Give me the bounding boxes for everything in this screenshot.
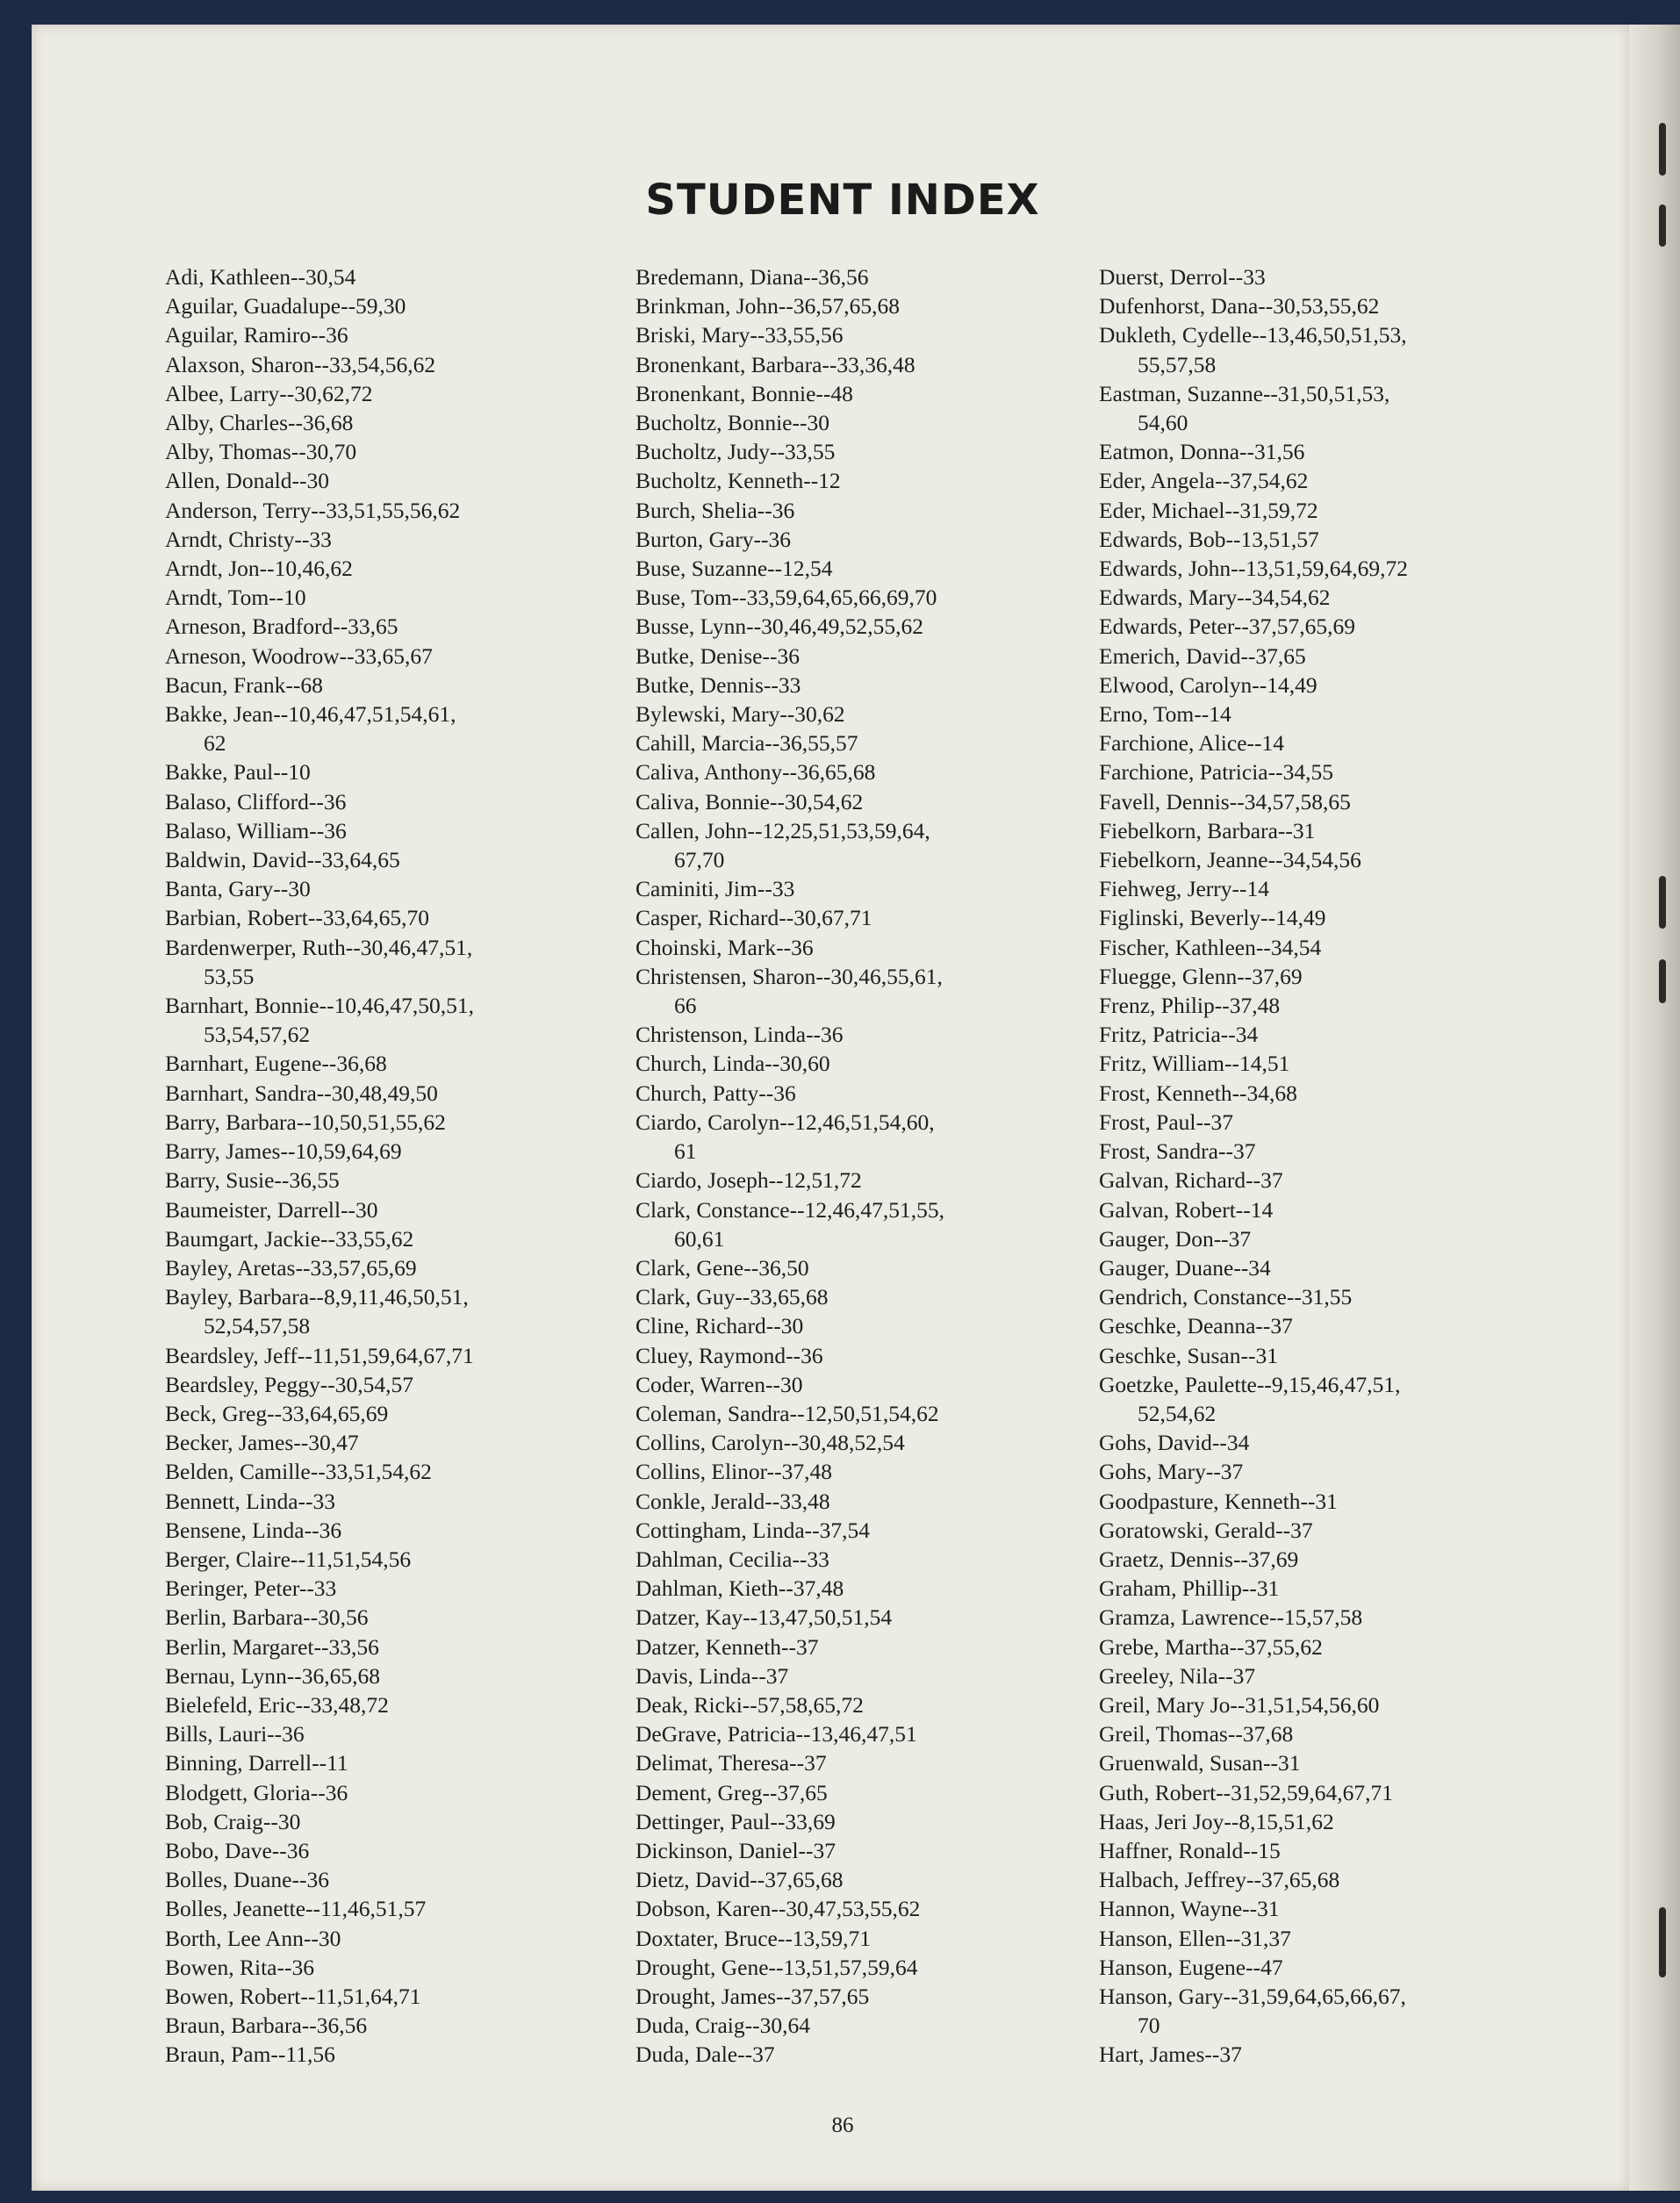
index-entry: Bardenwerper, Ruth--30,46,47,51, [165, 934, 473, 960]
index-entry: Gruenwald, Susan--31 [1099, 1750, 1301, 1776]
binding-hole [1659, 876, 1666, 929]
index-entry: Arndt, Jon--10,46,62 [165, 556, 353, 582]
index-entry: DeGrave, Patricia--13,46,47,51 [635, 1721, 917, 1747]
index-entry: Haffner, Ronald--15 [1099, 1837, 1281, 1863]
index-entry: Dickinson, Daniel--37 [635, 1837, 836, 1863]
index-entry: Greil, Thomas--37,68 [1099, 1721, 1294, 1747]
index-entry: Frost, Paul--37 [1099, 1109, 1233, 1135]
index-entry: Fiebelkorn, Barbara--31 [1099, 817, 1316, 843]
index-entry: Barry, Susie--36,55 [165, 1167, 340, 1194]
index-entry: Dukleth, Cydelle--13,46,50,51,53, [1099, 322, 1407, 348]
index-entry: Bakke, Paul--10 [165, 759, 311, 786]
index-entry: Goetzke, Paulette--9,15,46,47,51, [1099, 1371, 1401, 1397]
index-entry-continuation: 62 [204, 730, 226, 757]
index-entry: Eder, Angela--37,54,62 [1099, 468, 1309, 494]
index-entry: Bennett, Linda--33 [165, 1488, 336, 1514]
index-entry: Bakke, Jean--10,46,47,51,54,61, [165, 701, 456, 728]
binding-hole [1659, 1907, 1666, 1977]
index-entry: Bolles, Duane--36 [165, 1867, 329, 1893]
index-entry: Coder, Warren--30 [635, 1371, 803, 1397]
index-entry: Emerich, David--37,65 [1099, 642, 1306, 669]
index-entry: Clark, Constance--12,46,47,51,55, [635, 1196, 944, 1223]
index-entry: Berger, Claire--11,51,54,56 [165, 1546, 412, 1572]
index-entry: Hannon, Wayne--31 [1099, 1896, 1280, 1922]
index-entry: Bielefeld, Eric--33,48,72 [165, 1691, 389, 1718]
index-entry-continuation: 53,54,57,62 [204, 1022, 311, 1048]
index-entry: Bucholtz, Kenneth--12 [635, 468, 841, 494]
index-entry: Geschke, Deanna--37 [1099, 1313, 1293, 1339]
index-entry-continuation: 54,60 [1138, 410, 1188, 436]
index-entry-continuation: 61 [674, 1138, 697, 1165]
index-entry: Buse, Tom--33,59,64,65,66,69,70 [635, 585, 937, 611]
index-entry: Doxtater, Bruce--13,59,71 [635, 1925, 872, 1951]
index-entry: Christenson, Linda--36 [635, 1022, 844, 1048]
index-entry: Berlin, Barbara--30,56 [165, 1604, 369, 1631]
index-entry-continuation: 52,54,62 [1138, 1400, 1217, 1426]
index-entry: Goodpasture, Kenneth--31 [1099, 1488, 1338, 1514]
index-entry: Coleman, Sandra--12,50,51,54,62 [635, 1400, 939, 1426]
index-entry: Frenz, Philip--37,48 [1099, 993, 1281, 1019]
index-entry: Albee, Larry--30,62,72 [165, 380, 373, 406]
index-entry: Caliva, Bonnie--30,54,62 [635, 788, 864, 814]
index-entry: Gauger, Duane--34 [1099, 1254, 1271, 1281]
index-column-1 [165, 262, 474, 2070]
index-entry: Dettinger, Paul--33,69 [635, 1808, 836, 1834]
index-entry: Datzer, Kenneth--37 [635, 1633, 819, 1660]
index-entry: Dobson, Karen--30,47,53,55,62 [635, 1896, 921, 1922]
binding-hole [1659, 205, 1666, 247]
index-entry: Goratowski, Gerald--37 [1099, 1517, 1313, 1543]
index-entry: Arneson, Bradford--33,65 [165, 614, 398, 640]
index-entry: Burch, Shelia--36 [635, 497, 795, 523]
index-entry-continuation: 66 [674, 993, 697, 1019]
index-entry: Grebe, Martha--37,55,62 [1099, 1633, 1323, 1660]
index-entry: Bronenkant, Barbara--33,36,48 [635, 351, 915, 377]
index-entry: Bernau, Lynn--36,65,68 [165, 1662, 381, 1689]
index-entry: Fritz, Patricia--34 [1099, 1022, 1259, 1048]
index-entry: Baumgart, Jackie--33,55,62 [165, 1225, 414, 1252]
index-entry: Cottingham, Linda--37,54 [635, 1517, 871, 1543]
index-entry: Barnhart, Sandra--30,48,49,50 [165, 1080, 438, 1106]
index-entry: Christensen, Sharon--30,46,55,61, [635, 963, 943, 989]
binding-hole [1659, 959, 1666, 1003]
index-entry: Alby, Charles--36,68 [165, 410, 354, 436]
index-entry: Beardsley, Jeff--11,51,59,64,67,71 [165, 1342, 474, 1368]
index-entry: Alby, Thomas--30,70 [165, 439, 357, 465]
index-entry: Butke, Dennis--33 [635, 671, 801, 698]
index-entry-continuation: 70 [1138, 2013, 1160, 2039]
index-entry: Drought, Gene--13,51,57,59,64 [635, 1954, 918, 1980]
index-entry: Edwards, Bob--13,51,57 [1099, 526, 1319, 552]
document-page [32, 25, 1629, 2191]
index-entry: Datzer, Kay--13,47,50,51,54 [635, 1604, 893, 1631]
index-entry: Arneson, Woodrow--33,65,67 [165, 642, 433, 669]
index-entry: Edwards, Peter--37,57,65,69 [1099, 614, 1355, 640]
index-entry: Galvan, Robert--14 [1099, 1196, 1274, 1223]
index-entry: Hanson, Ellen--31,37 [1099, 1925, 1291, 1951]
index-entry: Bolles, Jeanette--11,46,51,57 [165, 1896, 427, 1922]
index-entry: Erno, Tom--14 [1099, 701, 1231, 728]
index-entry: Bredemann, Diana--36,56 [635, 264, 869, 290]
index-entry: Brinkman, John--36,57,65,68 [635, 293, 901, 319]
index-entry: Becker, James--30,47 [165, 1430, 359, 1456]
index-entry: Duda, Dale--37 [635, 2042, 775, 2068]
page-number: 86 [831, 2113, 854, 2137]
index-entry: Deak, Ricki--57,58,65,72 [635, 1691, 864, 1718]
index-entry: Haas, Jeri Joy--8,15,51,62 [1099, 1808, 1334, 1834]
index-entry: Ciardo, Carolyn--12,46,51,54,60, [635, 1109, 935, 1135]
index-entry: Collins, Carolyn--30,48,52,54 [635, 1430, 905, 1456]
index-entry: Gauger, Don--37 [1099, 1225, 1252, 1252]
index-entry: Barnhart, Eugene--36,68 [165, 1051, 387, 1077]
index-entry: Caminiti, Jim--33 [635, 876, 795, 902]
index-entry: Beardsley, Peggy--30,54,57 [165, 1371, 414, 1397]
index-entry: Ciardo, Joseph--12,51,72 [635, 1167, 862, 1194]
index-entry: Briski, Mary--33,55,56 [635, 322, 844, 348]
index-entry: Borth, Lee Ann--30 [165, 1925, 341, 1951]
index-entry: Fritz, William--14,51 [1099, 1051, 1290, 1077]
index-entry: Eatmon, Donna--31,56 [1099, 439, 1305, 465]
index-entry: Bacun, Frank--68 [165, 671, 323, 698]
index-entry: Hanson, Eugene--47 [1099, 1954, 1283, 1980]
index-entry: Edwards, Mary--34,54,62 [1099, 585, 1331, 611]
index-entry: Caliva, Anthony--36,65,68 [635, 759, 876, 786]
index-entry: Allen, Donald--30 [165, 468, 329, 494]
index-entry: Dement, Greg--37,65 [635, 1779, 828, 1805]
index-entry: Arndt, Tom--10 [165, 585, 306, 611]
index-entry: Butke, Denise--36 [635, 642, 800, 669]
index-entry: Beck, Greg--33,64,65,69 [165, 1400, 389, 1426]
index-entry: Fiehweg, Jerry--14 [1099, 876, 1270, 902]
index-entry: Farchione, Alice--14 [1099, 730, 1285, 757]
index-entry: Greil, Mary Jo--31,51,54,56,60 [1099, 1691, 1380, 1718]
index-entry: Fluegge, Glenn--37,69 [1099, 963, 1303, 989]
index-entry: Aguilar, Guadalupe--59,30 [165, 293, 406, 319]
index-entry: Guth, Robert--31,52,59,64,67,71 [1099, 1779, 1394, 1805]
index-entry: Bob, Craig--30 [165, 1808, 301, 1834]
index-entry: Braun, Barbara--36,56 [165, 2013, 368, 2039]
index-entry-continuation: 52,54,57,58 [204, 1313, 311, 1339]
index-entry: Hanson, Gary--31,59,64,65,66,67, [1099, 1983, 1406, 2009]
index-entry: Callen, John--12,25,51,53,59,64, [635, 817, 930, 843]
index-entry: Gendrich, Constance--31,55 [1099, 1284, 1353, 1310]
index-entry: Drought, James--37,57,65 [635, 1983, 870, 2009]
page-title: STUDENT INDEX [645, 176, 1040, 225]
index-entry: Bucholtz, Bonnie--30 [635, 410, 829, 436]
index-entry: Geschke, Susan--31 [1099, 1342, 1278, 1368]
index-entry: Eastman, Suzanne--31,50,51,53, [1099, 380, 1390, 406]
index-entry: Elwood, Carolyn--14,49 [1099, 671, 1317, 698]
index-entry-continuation: 53,55 [204, 963, 255, 989]
index-entry: Bronenkant, Bonnie--48 [635, 380, 853, 406]
index-entry: Bobo, Dave--36 [165, 1837, 310, 1863]
index-entry: Burton, Gary--36 [635, 526, 792, 552]
index-entry: Balaso, Clifford--36 [165, 788, 347, 814]
index-entry: Buse, Suzanne--12,54 [635, 556, 833, 582]
index-entry: Edwards, John--13,51,59,64,69,72 [1099, 556, 1409, 582]
index-entry: Gohs, David--34 [1099, 1430, 1250, 1456]
index-entry: Duerst, Derrol--33 [1099, 264, 1266, 290]
index-entry: Aguilar, Ramiro--36 [165, 322, 348, 348]
index-entry: Fiebelkorn, Jeanne--34,54,56 [1099, 847, 1361, 873]
index-entry: Braun, Pam--11,56 [165, 2042, 335, 2068]
index-entry: Choinski, Mark--36 [635, 934, 814, 960]
index-entry: Bills, Lauri--36 [165, 1721, 305, 1747]
index-entry: Delimat, Theresa--37 [635, 1750, 827, 1776]
binding-hole [1659, 123, 1666, 176]
index-entry: Belden, Camille--33,51,54,62 [165, 1459, 432, 1485]
index-entry: Cahill, Marcia--36,55,57 [635, 730, 858, 757]
index-entry: Bayley, Barbara--8,9,11,46,50,51, [165, 1284, 469, 1310]
index-entry: Balaso, William--36 [165, 817, 347, 843]
index-entry: Dietz, David--37,65,68 [635, 1867, 844, 1893]
index-entry: Barry, Barbara--10,50,51,55,62 [165, 1109, 446, 1135]
index-entry: Arndt, Christy--33 [165, 526, 332, 552]
index-entry-continuation: 67,70 [674, 847, 725, 873]
index-entry: Bayley, Aretas--33,57,65,69 [165, 1254, 417, 1281]
index-entry: Barry, James--10,59,64,69 [165, 1138, 402, 1165]
index-column-3 [1099, 262, 1408, 2070]
index-entry: Church, Linda--30,60 [635, 1051, 830, 1077]
index-entry: Favell, Dennis--34,57,58,65 [1099, 788, 1351, 814]
index-entry: Beringer, Peter--33 [165, 1575, 337, 1602]
index-entry: Graham, Phillip--31 [1099, 1575, 1280, 1602]
index-entry: Anderson, Terry--33,51,55,56,62 [165, 497, 461, 523]
index-entry: Church, Patty--36 [635, 1080, 796, 1106]
index-entry: Frost, Kenneth--34,68 [1099, 1080, 1297, 1106]
index-entry: Bowen, Rita--36 [165, 1954, 314, 1980]
index-entry: Busse, Lynn--30,46,49,52,55,62 [635, 614, 923, 640]
index-entry: Adi, Kathleen--30,54 [165, 264, 356, 290]
index-entry: Dahlman, Kieth--37,48 [635, 1575, 844, 1602]
index-entry: Baldwin, David--33,64,65 [165, 847, 400, 873]
index-entry: Cline, Richard--30 [635, 1313, 804, 1339]
index-entry: Duda, Craig--30,64 [635, 2013, 810, 2039]
index-entry: Blodgett, Gloria--36 [165, 1779, 348, 1805]
index-entry: Frost, Sandra--37 [1099, 1138, 1256, 1165]
index-entry: Conkle, Jerald--33,48 [635, 1488, 830, 1514]
index-entry: Farchione, Patricia--34,55 [1099, 759, 1333, 786]
index-entry: Graetz, Dennis--37,69 [1099, 1546, 1299, 1572]
index-entry: Alaxson, Sharon--33,54,56,62 [165, 351, 436, 377]
index-entry: Dahlman, Cecilia--33 [635, 1546, 829, 1572]
binding-edge [1629, 25, 1680, 2191]
index-entry: Bucholtz, Judy--33,55 [635, 439, 836, 465]
index-entry: Baumeister, Darrell--30 [165, 1196, 378, 1223]
index-entry: Greeley, Nila--37 [1099, 1662, 1256, 1689]
index-entry: Casper, Richard--30,67,71 [635, 905, 872, 931]
index-entry: Eder, Michael--31,59,72 [1099, 497, 1318, 523]
index-entry: Davis, Linda--37 [635, 1662, 789, 1689]
index-entry: Halbach, Jeffrey--37,65,68 [1099, 1867, 1340, 1893]
index-entry: Cluey, Raymond--36 [635, 1342, 823, 1368]
index-entry: Gohs, Mary--37 [1099, 1459, 1244, 1485]
index-entry: Fischer, Kathleen--34,54 [1099, 934, 1322, 960]
index-entry-continuation: 60,61 [674, 1225, 725, 1252]
index-entry: Galvan, Richard--37 [1099, 1167, 1283, 1194]
index-entry: Dufenhorst, Dana--30,53,55,62 [1099, 293, 1380, 319]
index-entry: Banta, Gary--30 [165, 876, 311, 902]
index-entry: Bensene, Linda--36 [165, 1517, 342, 1543]
index-entry: Collins, Elinor--37,48 [635, 1459, 833, 1485]
index-entry: Bylewski, Mary--30,62 [635, 701, 845, 728]
index-entry: Figlinski, Beverly--14,49 [1099, 905, 1326, 931]
index-entry: Clark, Gene--36,50 [635, 1254, 809, 1281]
index-entry: Bowen, Robert--11,51,64,71 [165, 1983, 421, 2009]
index-entry: Binning, Darrell--11 [165, 1750, 348, 1776]
index-column-2 [635, 262, 944, 2070]
index-entry: Gramza, Lawrence--15,57,58 [1099, 1604, 1363, 1631]
index-entry: Barnhart, Bonnie--10,46,47,50,51, [165, 993, 474, 1019]
index-entry-continuation: 55,57,58 [1138, 351, 1217, 377]
index-entry: Hart, James--37 [1099, 2042, 1242, 2068]
index-entry: Barbian, Robert--33,64,65,70 [165, 905, 429, 931]
index-entry: Berlin, Margaret--33,56 [165, 1633, 379, 1660]
index-entry: Clark, Guy--33,65,68 [635, 1284, 829, 1310]
